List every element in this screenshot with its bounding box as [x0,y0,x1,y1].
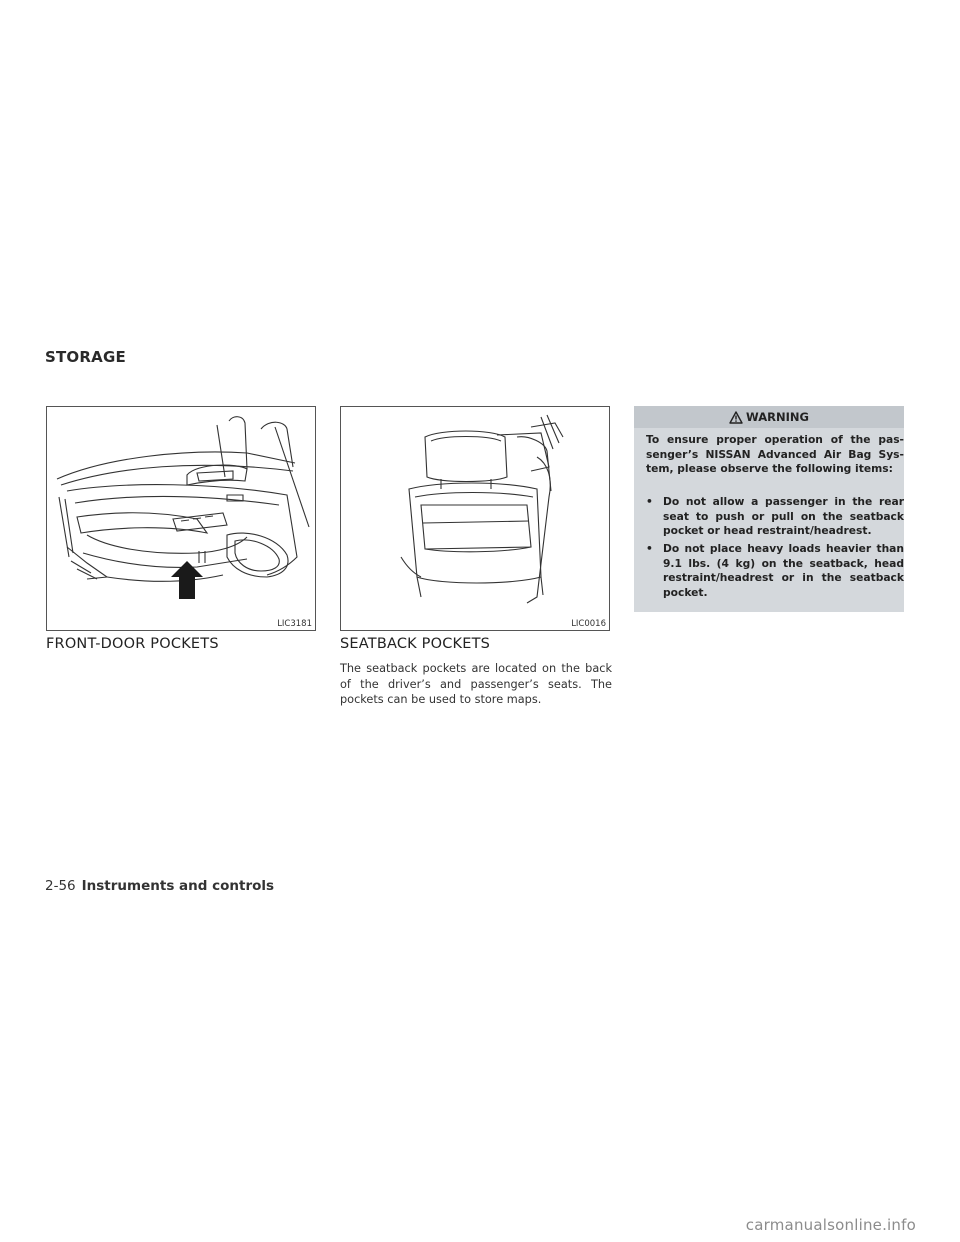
seat-drawing [341,407,609,630]
warning-item-text: Do not place heavy loads heavier than 9.1 lbs. (4 kg) on the seatback, head restraint/headrest or in the seatback pocket. [663,542,904,599]
bullet: • [646,495,653,508]
front-door-pocket-illustration [46,406,316,631]
figure-code: LIC0016 [571,619,606,629]
figure-code: LIC3181 [277,619,312,629]
chapter-title: Instruments and controls [81,878,275,894]
door-panel-drawing [47,407,315,630]
warning-box [634,406,904,612]
warning-list-item [646,495,904,539]
front-door-pockets-heading: FRONT-DOOR POCKETS [46,636,219,652]
seatback-pockets-heading: SEATBACK POCKETS [340,636,491,652]
watermark: carmanualsonline.info [745,1216,916,1234]
warning-header [634,406,904,428]
seatback-pockets-body: The seatback pockets are located on the back of the driver’s and passenger’s seats. The pockets can be used to store maps. [340,662,612,706]
seatback-pocket-illustration [340,406,610,631]
warning-intro: To ensure proper operation of the pas-senger’s NISSAN Advanced Air Bag Sys-tem, please observe the following items: [646,433,904,475]
warning-title: WARNING [746,410,809,424]
warning-list-item [646,542,904,600]
warning-triangle-icon [729,411,743,424]
bullet: • [646,542,653,555]
section-heading: STORAGE [45,348,126,366]
page-footer [45,878,274,894]
warning-item-text: Do not allow a passenger in the rear seat to push or pull on the seatback pocket or head restraint/headrest. [663,495,904,537]
page-number: 2-56 [45,878,76,894]
